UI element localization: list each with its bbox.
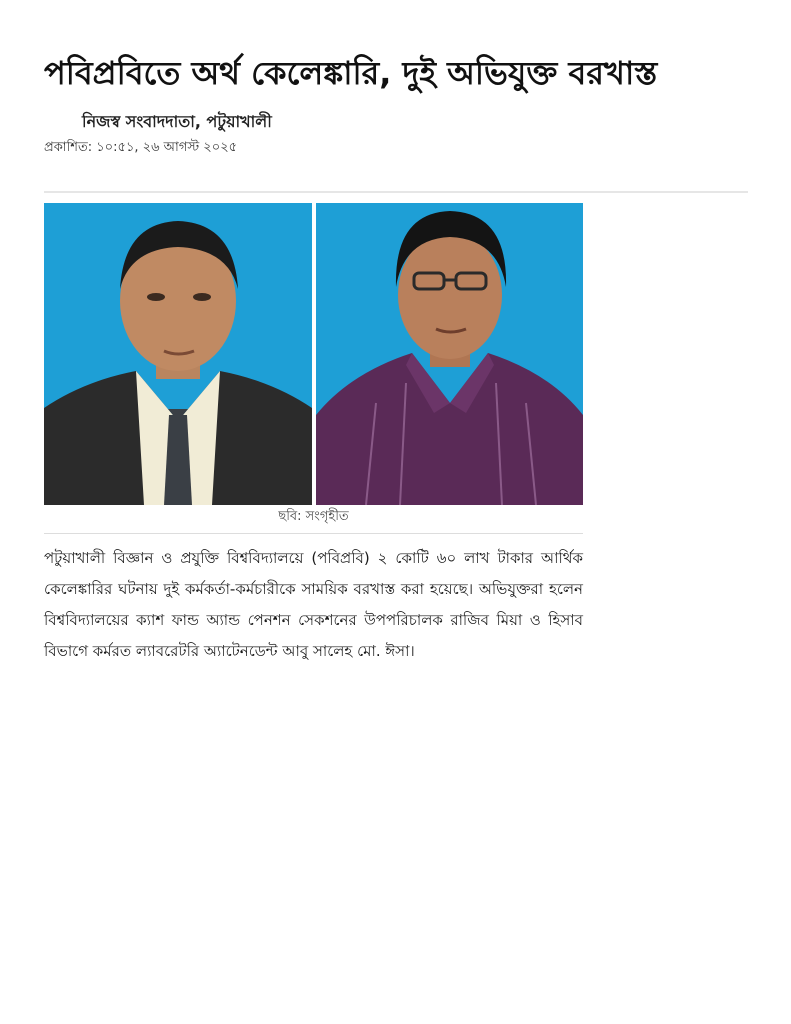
caption-divider — [44, 533, 583, 534]
photo-accused-left — [44, 203, 312, 505]
photo-caption: ছবি: সংগৃহীত — [278, 509, 349, 524]
article-body: পটুয়াখালী বিজ্ঞান ও প্রযুক্তি বিশ্ববিদ্যালয়ে (পবিপ্রবি) ২ কোটি ৬০ লাখ টাকার আর্থিক কেলেঙ্কারির ঘটনায় দুই কর্মকর্তা-কর্মচারীকে সাময়িক বরখাস্ত করা হয়েছে। অভিযুক্তরা হলেন বিশ্ববিদ্যালয়ের ক্যাশ ফান্ড অ্যান্ড পেনশন সেকশনের উপপরিচালক রাজিব মিয়া ও হিসাব বিভাগে কর্মরত ল্যাবরেটরি অ্যাটেনডেন্ট আবু সালেহ মো. ঈসা। — [44, 549, 583, 660]
header-divider — [44, 191, 748, 193]
article-byline[interactable]: নিজস্ব সংবাদদাতা, পটুয়াখালী — [82, 112, 272, 131]
publish-date: প্রকাশিত: ১০:৫১, ২৬ আগস্ট ২০২৫ — [44, 140, 238, 155]
article-headline: পবিপ্রবিতে অর্থ কেলেঙ্কারি, দুই অভিযুক্ত বরখাস্ত — [44, 54, 658, 92]
photo-accused-right — [316, 203, 583, 505]
